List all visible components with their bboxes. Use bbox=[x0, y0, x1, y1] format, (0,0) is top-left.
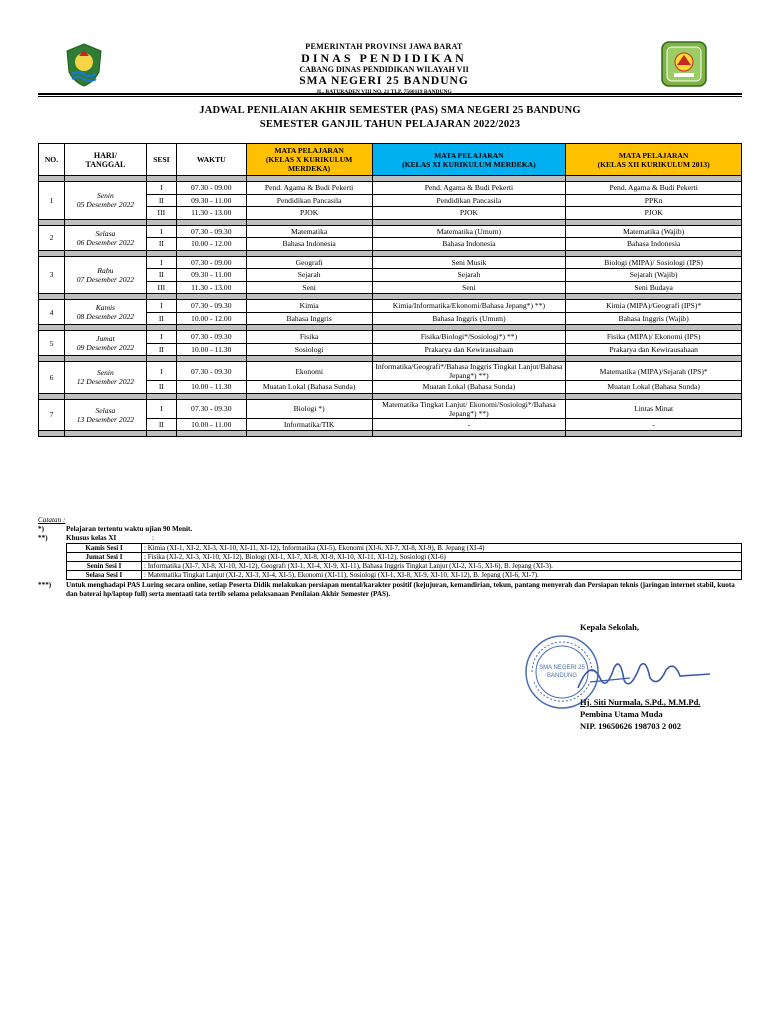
note-1-text: Pelajaran tertentu waktu ujian 90 Menit. bbox=[66, 525, 193, 533]
subject-xii-cell: Seni Budaya bbox=[566, 281, 742, 294]
subject-xii-cell: Fisika (MIPA)/ Ekonomi (IPS) bbox=[566, 331, 742, 344]
day-date-cell bbox=[64, 256, 146, 294]
principal-name: Hj. Siti Nurmala, S.Pd., M.M.Pd. bbox=[580, 697, 701, 707]
header-waktu: WAKTU bbox=[176, 144, 246, 176]
subject-xi-cell: Sejarah bbox=[372, 269, 566, 282]
subject-xi-cell: Prakarya dan Kewirausahaan bbox=[372, 343, 566, 356]
subject-x-cell: Seni bbox=[246, 281, 372, 294]
day-name: Selasa bbox=[95, 228, 116, 238]
day-number: 3 bbox=[39, 256, 65, 294]
subject-xi-cell: Bahasa Indonesia bbox=[372, 238, 566, 251]
subject-xii-cell: Bahasa Indonesia bbox=[566, 238, 742, 251]
subject-xi-cell: Muatan Lokal (Bahasa Sunda) bbox=[372, 381, 566, 394]
day-name: Senin bbox=[96, 368, 114, 378]
table-row bbox=[39, 331, 742, 344]
subject-xii-cell: Prakarya dan Kewirausahaan bbox=[566, 343, 742, 356]
subject-x-cell: Bahasa Indonesia bbox=[246, 238, 372, 251]
subject-x-cell: PJOK bbox=[246, 207, 372, 220]
session-cell: I bbox=[146, 300, 176, 313]
subject-xii-cell: Biologi (MIPA)/ Sosiologi (IPS) bbox=[566, 256, 742, 269]
subject-x-cell: Sosiologi bbox=[246, 343, 372, 356]
time-cell: 07.30 - 09.30 bbox=[176, 300, 246, 313]
time-cell: 07.30 - 09.30 bbox=[176, 331, 246, 344]
day-name: Senin bbox=[96, 191, 114, 201]
time-cell: 07.30 - 09.30 bbox=[176, 362, 246, 381]
day-number: 2 bbox=[39, 225, 65, 250]
subject-x-cell: Informatika/TIK bbox=[246, 418, 372, 431]
session-note-text: : Matematika Tingkat Lanjut (XI-2, XI-3, XI-4, XI-5), Ekonomi (XI-11), Sosiologi (XI-1, XI-8, XI-9, XI-10, XI-12), B. Jepang (XI-6, XI-7). bbox=[142, 571, 742, 580]
school-logo bbox=[660, 40, 708, 88]
session-note-key: Jumat Sesi I bbox=[67, 553, 142, 562]
table-row bbox=[39, 256, 742, 269]
letterhead-address: JL. BATURADEN VIII NO. 21 TLP. 7560119 BANDUNG bbox=[316, 89, 452, 95]
session-note-text: : Kimia (XI-1, XI-2, XI-3, XI-10, XI-11, XI-12), Informatika (XI-5), Ekonomi (XI-6, XI-7, XI-8, XI-9), B. Jepang (XI-4) bbox=[142, 544, 742, 553]
day-name: Rabu bbox=[97, 265, 114, 275]
session-cell: III bbox=[146, 281, 176, 294]
day-date: 09 Desember 2022 bbox=[76, 343, 135, 352]
note-2 bbox=[38, 534, 742, 543]
time-cell: 07.30 - 09.00 bbox=[176, 182, 246, 195]
day-date: 08 Desember 2022 bbox=[76, 312, 135, 321]
letterhead-rule-thin bbox=[38, 96, 742, 97]
header-mapel-xi: MATA PELAJARAN (KELAS XI KURIKULUM MERDEKA) bbox=[372, 144, 566, 176]
letterhead-agency: DINAS PENDIDIKAN bbox=[301, 51, 467, 65]
subject-xii-cell: Lintas Minat bbox=[566, 399, 742, 418]
session-note-row bbox=[67, 562, 742, 571]
schedule-table bbox=[38, 143, 742, 437]
table-row bbox=[39, 182, 742, 195]
day-date-cell bbox=[64, 225, 146, 250]
session-cell: II bbox=[146, 343, 176, 356]
day-number: 4 bbox=[39, 300, 65, 325]
time-cell: 11.30 - 13.00 bbox=[176, 207, 246, 220]
session-note-row bbox=[67, 544, 742, 553]
table-row bbox=[39, 225, 742, 238]
time-cell: 10.00 - 11.30 bbox=[176, 381, 246, 394]
subject-xi-cell: Fisika/Biologi*/Sosiologi*) **) bbox=[372, 331, 566, 344]
time-cell: 10.00 - 11.00 bbox=[176, 418, 246, 431]
session-cell: I bbox=[146, 362, 176, 381]
day-name: Selasa bbox=[95, 405, 116, 415]
day-date: 13 Desember 2022 bbox=[76, 414, 135, 424]
subject-xi-cell: Matematika Tingkat Lanjut/ Ekonomi/Sosiologi*/Bahasa Jepang*) **) bbox=[372, 399, 566, 418]
subject-xii-cell: Sejarah (Wajib) bbox=[566, 269, 742, 282]
session-cell: II bbox=[146, 194, 176, 207]
subject-x-cell: Bahasa Inggris bbox=[246, 312, 372, 325]
table-row bbox=[39, 362, 742, 381]
day-date: 05 Desember 2022 bbox=[76, 200, 135, 210]
table-header-row bbox=[39, 144, 742, 176]
subject-xii-cell: PPKn bbox=[566, 194, 742, 207]
subject-xii-cell: Bahasa Inggris (Wajib) bbox=[566, 312, 742, 325]
day-date-cell bbox=[64, 399, 146, 431]
time-cell: 09.30 - 11.00 bbox=[176, 194, 246, 207]
letterhead-rule-thick bbox=[38, 93, 742, 95]
session-note-key: Kamis Sesi I bbox=[67, 544, 142, 553]
subject-xi-cell: Informatika/Geografi*/Bahasa Inggris Tingkat Lanjut/Bahasa Jepang*) **) bbox=[372, 362, 566, 381]
notes-label: Catatan : bbox=[38, 516, 66, 524]
subject-xii-cell: PJOK bbox=[566, 207, 742, 220]
note-3-key: ***) bbox=[38, 581, 52, 589]
day-date: 06 Desember 2022 bbox=[76, 237, 135, 247]
subject-xi-cell: Matematika (Umum) bbox=[372, 225, 566, 238]
session-note-text: : Fisika (XI-2, XI-3, XI-10, XI-12), Biologi (XI-1, XI-7, XI-8, XI-9, XI-10, XI-11, XI-12), Sosiologi (XI-6) bbox=[142, 553, 742, 562]
session-cell: II bbox=[146, 312, 176, 325]
note-3 bbox=[38, 581, 742, 599]
session-note-text: : Informatika (XI-7, XI-8, XI-10, XI-12), Geografi (XI-1, XI-4, XI-9, XI-11), Bahasa Inggris Tingkat Lanjut (XI-2, XI-5, XI-6), B. Jepang (XI-3). bbox=[142, 562, 742, 571]
signature-title: Kepala Sekolah, bbox=[580, 622, 640, 632]
header-mapel-x: MATA PELAJARAN (KELAS X KURIKULUM MERDEKA) bbox=[246, 144, 372, 176]
subject-xi-cell: - bbox=[372, 418, 566, 431]
principal-nip: NIP. 19650626 198703 2 002 bbox=[580, 721, 681, 731]
day-date-cell bbox=[64, 331, 146, 356]
day-number: 5 bbox=[39, 331, 65, 356]
subject-xii-cell: Matematika (MIPA)/Sejarah (IPS)* bbox=[566, 362, 742, 381]
day-separator bbox=[39, 431, 742, 437]
day-date-cell bbox=[64, 300, 146, 325]
session-cell: II bbox=[146, 418, 176, 431]
subject-xii-cell: Muatan Lokal (Bahasa Sunda) bbox=[566, 381, 742, 394]
day-date: 07 Desember 2022 bbox=[76, 274, 135, 284]
subject-x-cell: Pendidikan Pancasila bbox=[246, 194, 372, 207]
header-mapel-xii: MATA PELAJARAN (KELAS XII KURIKULUM 2013) bbox=[566, 144, 742, 176]
subject-x-cell: Matematika bbox=[246, 225, 372, 238]
day-number: 1 bbox=[39, 182, 65, 220]
subject-xi-cell: Seni Musik bbox=[372, 256, 566, 269]
session-cell: II bbox=[146, 381, 176, 394]
stamp-text-1: SMA NEGERI 25 bbox=[539, 665, 585, 671]
header-hari: HARI/ TANGGAL bbox=[64, 144, 146, 176]
letterhead-school: SMA NEGERI 25 BANDUNG bbox=[299, 75, 469, 87]
subject-xii-cell: Kimia (MIPA)/Geografi (IPS)* bbox=[566, 300, 742, 313]
day-number: 7 bbox=[39, 399, 65, 431]
jawa-barat-logo bbox=[64, 42, 104, 88]
time-cell: 10.00 - 12.00 bbox=[176, 238, 246, 251]
subject-x-cell: Kimia bbox=[246, 300, 372, 313]
session-cell: I bbox=[146, 331, 176, 344]
time-cell: 09.30 - 11.00 bbox=[176, 269, 246, 282]
day-number: 6 bbox=[39, 362, 65, 394]
time-cell: 10.00 - 11.30 bbox=[176, 343, 246, 356]
session-cell: II bbox=[146, 269, 176, 282]
time-cell: 07.30 - 09.30 bbox=[176, 225, 246, 238]
time-cell: 07.30 - 09.00 bbox=[176, 256, 246, 269]
session-cell: III bbox=[146, 207, 176, 220]
subject-xi-cell: Kimia/Informatika/Ekonomi/Bahasa Jepang*) **) bbox=[372, 300, 566, 313]
letterhead-government: PEMERINTAH PROVINSI JAWA BARAT bbox=[305, 42, 463, 51]
document-title: JADWAL PENILAIAN AKHIR SEMESTER (PAS) SMA NEGERI 25 BANDUNG bbox=[199, 105, 581, 116]
note-3-text: Untuk menghadapi PAS Luring secara online, setiap Peserta Didik melakukan persiapan mental/karakter positif (kejujuran, kemandirian, tekun, pantang menyerah dan Persiapan teknis (jaringan internet stabil, kuota dan baterai hp/laptop full) serta mentaati tata tertib selama pelaksanaan Penilaian Akhir Semester (PAS). bbox=[66, 581, 735, 598]
session-cell: I bbox=[146, 256, 176, 269]
time-cell: 07.30 - 09.30 bbox=[176, 399, 246, 418]
subject-x-cell: Fisika bbox=[246, 331, 372, 344]
subject-x-cell: Muatan Lokal (Bahasa Sunda) bbox=[246, 381, 372, 394]
subject-xii-cell: - bbox=[566, 418, 742, 431]
note-1 bbox=[38, 525, 742, 534]
session-cell: I bbox=[146, 225, 176, 238]
day-date-cell bbox=[64, 182, 146, 220]
letterhead bbox=[150, 42, 618, 97]
session-note-row bbox=[67, 553, 742, 562]
table-row bbox=[39, 399, 742, 418]
note-2-key: **) bbox=[38, 534, 48, 542]
note-2-text: Khusus kelas XI bbox=[66, 534, 117, 542]
session-note-key: Selasa Sesi I bbox=[67, 571, 142, 580]
principal-rank: Pembina Utama Muda bbox=[580, 709, 663, 719]
subject-xi-cell: Seni bbox=[372, 281, 566, 294]
subject-xi-cell: Pend. Agama & Budi Pekerti bbox=[372, 182, 566, 195]
subject-xi-cell: Bahasa Inggris (Umum) bbox=[372, 312, 566, 325]
subject-xii-cell: Matematika (Wajib) bbox=[566, 225, 742, 238]
letterhead-branch: CABANG DINAS PENDIDIKAN WILAYAH VII bbox=[299, 65, 469, 74]
subject-x-cell: Pend. Agama & Budi Pekerti bbox=[246, 182, 372, 195]
subject-x-cell: Ekonomi bbox=[246, 362, 372, 381]
header-no: NO. bbox=[39, 144, 65, 176]
session-cell: II bbox=[146, 238, 176, 251]
session-cell: I bbox=[146, 182, 176, 195]
subject-x-cell: Geografi bbox=[246, 256, 372, 269]
stamp-text-2: BANDUNG bbox=[546, 673, 577, 679]
subject-x-cell: Sejarah bbox=[246, 269, 372, 282]
subject-xii-cell: Pend. Agama & Budi Pekerti bbox=[566, 182, 742, 195]
day-date-cell bbox=[64, 362, 146, 394]
session-note-key: Senin Sesi I bbox=[67, 562, 142, 571]
header-sesi: SESI bbox=[146, 144, 176, 176]
session-table bbox=[66, 543, 742, 580]
note-1-key: *) bbox=[38, 525, 44, 533]
notes-section bbox=[38, 516, 742, 599]
session-note-row bbox=[67, 571, 742, 580]
subject-x-cell: Biologi *) bbox=[246, 399, 372, 418]
day-date: 12 Desember 2022 bbox=[76, 377, 135, 387]
day-name: Jumat bbox=[96, 334, 115, 343]
subject-xi-cell: PJOK bbox=[372, 207, 566, 220]
signature-scribble bbox=[570, 648, 720, 698]
table-row bbox=[39, 300, 742, 313]
time-cell: 10.00 - 12.00 bbox=[176, 312, 246, 325]
document-subtitle: SEMESTER GANJIL TAHUN PELAJARAN 2022/2023 bbox=[259, 119, 521, 130]
subject-xi-cell: Pendidikan Pancasila bbox=[372, 194, 566, 207]
day-name: Kamis bbox=[95, 303, 116, 312]
note-2-colon: : bbox=[152, 534, 154, 542]
session-cell: I bbox=[146, 399, 176, 418]
time-cell: 11.30 - 13.00 bbox=[176, 281, 246, 294]
